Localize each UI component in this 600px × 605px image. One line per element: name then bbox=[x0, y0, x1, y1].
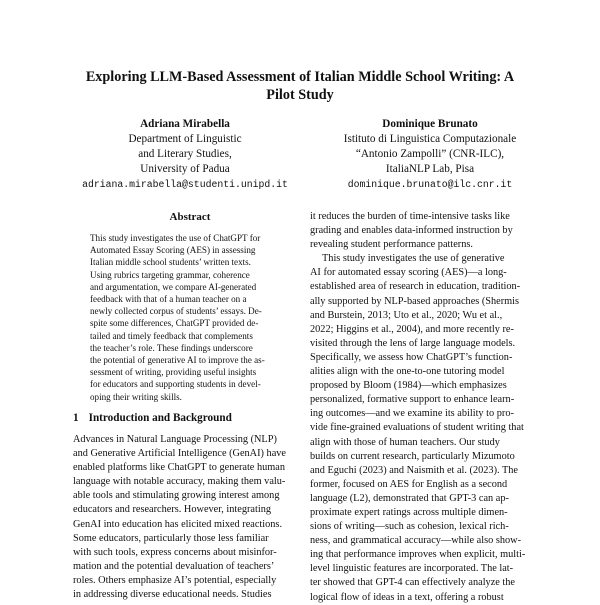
body-line: mation and the potential devaluation of teachers’ bbox=[73, 560, 275, 572]
body-line: align with those of human teachers. Our study bbox=[310, 436, 500, 448]
body-line: grading and enables data-informed instruction by bbox=[310, 225, 513, 237]
abstract-line: and argumentation, we compare AI-generated bbox=[90, 281, 257, 292]
abstract-line: Italian middle school students’ written texts. bbox=[90, 257, 251, 268]
author-block-1 bbox=[55, 117, 315, 192]
section-number: 1 bbox=[73, 412, 79, 424]
right-column-body bbox=[310, 210, 528, 605]
body-line: with such tools, express concerns about misinfor- bbox=[73, 546, 277, 558]
section-heading bbox=[73, 412, 303, 424]
abstract-line: This study investigates the use of ChatGPT for bbox=[90, 233, 261, 243]
body-line: alities align with the one-to-one tutoring model bbox=[310, 366, 505, 378]
section-title-text: Introduction and Background bbox=[88, 412, 232, 424]
body-line: This study investigates the use of generative bbox=[322, 253, 505, 265]
paper-title bbox=[60, 68, 540, 104]
body-line: ing that performance improves when explicit, multi- bbox=[310, 549, 526, 561]
body-line: established area of research in education, tradition- bbox=[310, 281, 521, 293]
author-affiliation: Istituto di Linguistica Computazionale bbox=[343, 133, 517, 145]
left-column-body bbox=[73, 433, 303, 602]
body-line: proposed by Bloom (1984)—which emphasizes bbox=[310, 380, 507, 392]
body-line: Specifically, we assess how ChatGPT’s function- bbox=[310, 351, 513, 363]
body-line: ally supported by NLP-based approaches (Shermis bbox=[310, 295, 520, 307]
body-line: revealing student performance patterns. bbox=[310, 239, 473, 251]
abstract-line: Automated Essay Scoring (AES) in assessing bbox=[90, 245, 256, 256]
body-line: Some educators, particularly those less familiar bbox=[73, 532, 269, 544]
body-line: builds on current research, particularly Mizumoto bbox=[310, 450, 515, 462]
author-affiliation: and Literary Studies, bbox=[138, 148, 232, 160]
body-line: logical flow of ideas in a text, offering a robust bbox=[310, 591, 504, 603]
body-line: ter showed that GPT-4 can effectively analyze the bbox=[310, 577, 516, 589]
body-line: personalized, formative support to enhance learn- bbox=[310, 394, 515, 406]
body-line: GenAI into education has elicited mixed reactions. bbox=[73, 518, 283, 530]
abstract-line: oping their writing skills. bbox=[90, 391, 182, 402]
author-affiliation: ItaliaNLP Lab, Pisa bbox=[385, 163, 475, 175]
body-line: former, focused on AES for English as a second bbox=[310, 478, 508, 490]
author-email[interactable]: dominique.brunato@ilc.cnr.it bbox=[347, 179, 513, 190]
body-line: sions of writing—such as cohesion, lexical rich- bbox=[310, 521, 509, 533]
author-affiliation: University of Padua bbox=[140, 163, 230, 175]
body-line: ing outcomes—and we examine its ability to pro- bbox=[310, 408, 514, 420]
abstract-line: spite some differences, ChatGPT provided de- bbox=[90, 318, 259, 329]
body-line: and Burstein, 2013; Uto et al., 2020; Wu et al., bbox=[310, 309, 503, 321]
abstract-line: sessment of writing, providing useful insights bbox=[90, 367, 257, 378]
body-line: proximate expert ratings across multiple dimen- bbox=[310, 506, 508, 518]
body-line: visited through the lens of large language models. bbox=[310, 337, 516, 349]
body-line: and Generative Artificial Intelligence (GenAI) have bbox=[73, 448, 286, 460]
abstract-line: for educators and supporting students in devel- bbox=[90, 379, 261, 390]
abstract-line: Using rubrics targeting grammar, coherence bbox=[90, 269, 250, 280]
author-affiliation: Department of Linguistic bbox=[128, 133, 242, 145]
body-line: 2022; Higgins et al., 2004), and more recently re- bbox=[310, 323, 514, 335]
body-line: and Eguchi (2023) and Naismith et al. (2023). The bbox=[310, 464, 518, 476]
author-name: Adriana Mirabella bbox=[140, 118, 230, 130]
body-line: able tools and stimulating growing interest among bbox=[73, 490, 280, 502]
body-line: language with notable accuracy, making them valu- bbox=[73, 476, 286, 488]
body-line: vide fine-grained evaluations of student writing that bbox=[310, 422, 524, 434]
author-block-2 bbox=[300, 117, 560, 192]
body-line: level linguistic features are incorporated. The lat- bbox=[310, 563, 514, 575]
body-line: in addressing diverse educational needs. Studies bbox=[73, 589, 272, 601]
body-line: language (L2), demonstrated that GPT-3 can ap- bbox=[310, 492, 509, 504]
author-email[interactable]: adriana.mirabella@studenti.unipd.it bbox=[82, 179, 288, 190]
title-line: Exploring LLM-Based Assessment of Italian Middle School Writing: A bbox=[85, 69, 515, 85]
title-line: Pilot Study bbox=[266, 87, 334, 103]
body-line: ness, and grammatical accuracy—while also show- bbox=[310, 535, 522, 547]
body-line: AI for automated essay scoring (AES)—a long- bbox=[310, 267, 507, 279]
abstract-line: feedback with that of a human teacher on a bbox=[90, 294, 247, 305]
body-line: it reduces the burden of time-intensive tasks like bbox=[310, 211, 510, 222]
body-line: Advances in Natural Language Processing (NLP) bbox=[73, 434, 277, 445]
abstract-line: tailed and timely feedback that complements bbox=[90, 330, 253, 341]
abstract-body bbox=[90, 232, 290, 403]
abstract-line: newly collected corpus of students’ essays. De- bbox=[90, 306, 262, 317]
abstract-line: the teacher’s role. These findings underscore bbox=[90, 342, 253, 353]
body-line: enabled platforms like ChatGPT to generate human bbox=[73, 462, 285, 474]
author-name: Dominique Brunato bbox=[382, 118, 478, 130]
author-affiliation: “Antonio Zampolli” (CNR-ILC), bbox=[355, 148, 505, 160]
body-line: educators and researchers. However, integrating bbox=[73, 504, 271, 516]
abstract-line: the potential of generative AI to improve the as- bbox=[90, 355, 265, 366]
abstract-heading: Abstract bbox=[169, 211, 211, 223]
body-line: roles. Others emphasize AI’s potential, especially bbox=[73, 574, 277, 586]
